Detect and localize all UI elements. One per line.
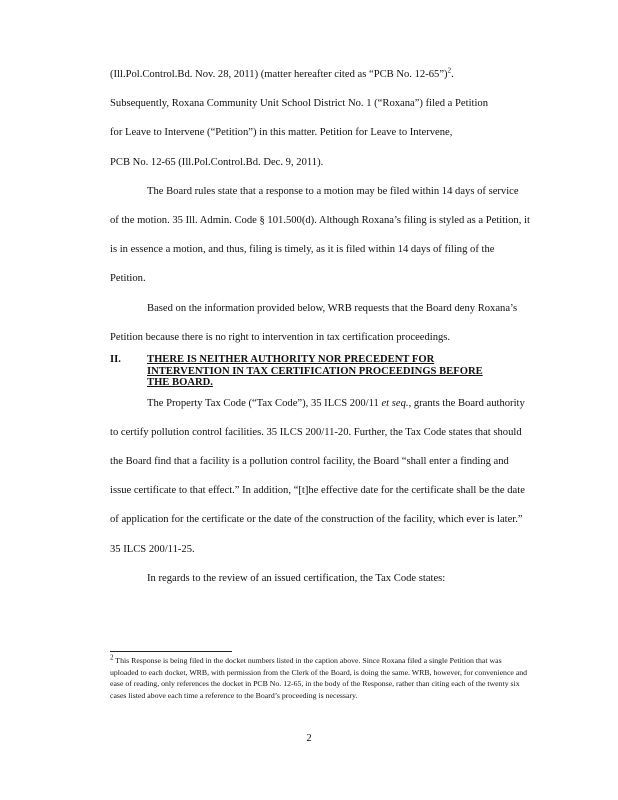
footnote-text: This Response is being filed in the docket numbers listed in the caption above. Since Roxana filed a single Petition that was uploaded to each docket, WRB, with permission from the Clerk of the Board, is doing the same. WRB, however, for convenience and ease of reading, only references the docket in PCB No. 12-65, in the body of the Response, rather than citing each of the twenty six cases listed above each time a reference to the Board’s proceeding is necessary. (110, 656, 528, 701)
paragraph-4: The Property Tax Code (“Tax Code”), 35 ILCS 200/11 et seq., grants the Board authority to certify pollution control facilities. 35 ILCS 200/11-20. Further, the Tax Code states that should the Board find that a facility is a pollution control facility, the Board “shall enter a finding and issue certificate to that effect.” In addition, “[t]he effective date for the certificate shall be the date of application for the certificate or the date of the construction of the facility, which ever is later.” 35 ILCS 200/11-25. (110, 397, 525, 555)
paragraph-2: The Board rules state that a response to a motion may be filed within 14 days of service of the motion. 35 Ill. Admin. Code § 101.500(d). Although Roxana’s filing is styled as a Petition, it is in essence a motion, and thus, filing is timely, as it is filed within 14 days of filing of the Petition. (110, 185, 530, 285)
italic-et-seq: et seq. (381, 397, 409, 409)
section-title: THERE IS NEITHER AUTHORITY NOR PRECEDENT FOR INTERVENTION IN TAX CERTIFICATION PROCEEDINGS BEFORE THE BOARD. (147, 354, 483, 389)
para1-line-4: PCB No. 12-65 (Ill.Pol.Control.Bd. Dec. 9, 2011). (110, 156, 324, 168)
paragraph-1: (Ill.Pol.Control.Bd. Nov. 28, 2011) (matter hereafter cited as “PCB No. 12-65”)$^2$. Subsequently, Roxana Community Unit School District No. 1 (“Roxana”) filed a Petition for Leave to Intervene (“Petition”) in this matter. Petition for Leave to Intervene, PCB No. 12-65 (Ill.Pol.Control.Bd. Dec. 9, 2011). (110, 66, 488, 168)
footnote-divider (110, 651, 232, 652)
paragraph-3: Based on the information provided below, WRB requests that the Board deny Roxana’s Petition because there is no right to intervention in tax certification proceedings. (110, 302, 518, 343)
page-number: 2 (306, 733, 312, 744)
body-text (110, 60, 530, 593)
footnote (110, 655, 530, 702)
footnote-reference: 2 (447, 66, 452, 75)
paragraph-5: In regards to the review of an issued certification, the Tax Code states: (147, 572, 446, 584)
para1-line-2: Subsequently, Roxana Community Unit School District No. 1 (“Roxana”) filed a Petition (110, 98, 488, 110)
footnote-mark: 2 (110, 653, 114, 662)
para1-line-1: (Ill.Pol.Control.Bd. Nov. 28, 2011) (matter hereafter cited as “PCB No. 12-65”) (110, 69, 448, 80)
section-number: II. (110, 354, 121, 366)
section-heading (110, 354, 530, 389)
para1-line-3: for Leave to Intervene (“Petition”) in this matter. Petition for Leave to Intervene, (110, 127, 453, 139)
